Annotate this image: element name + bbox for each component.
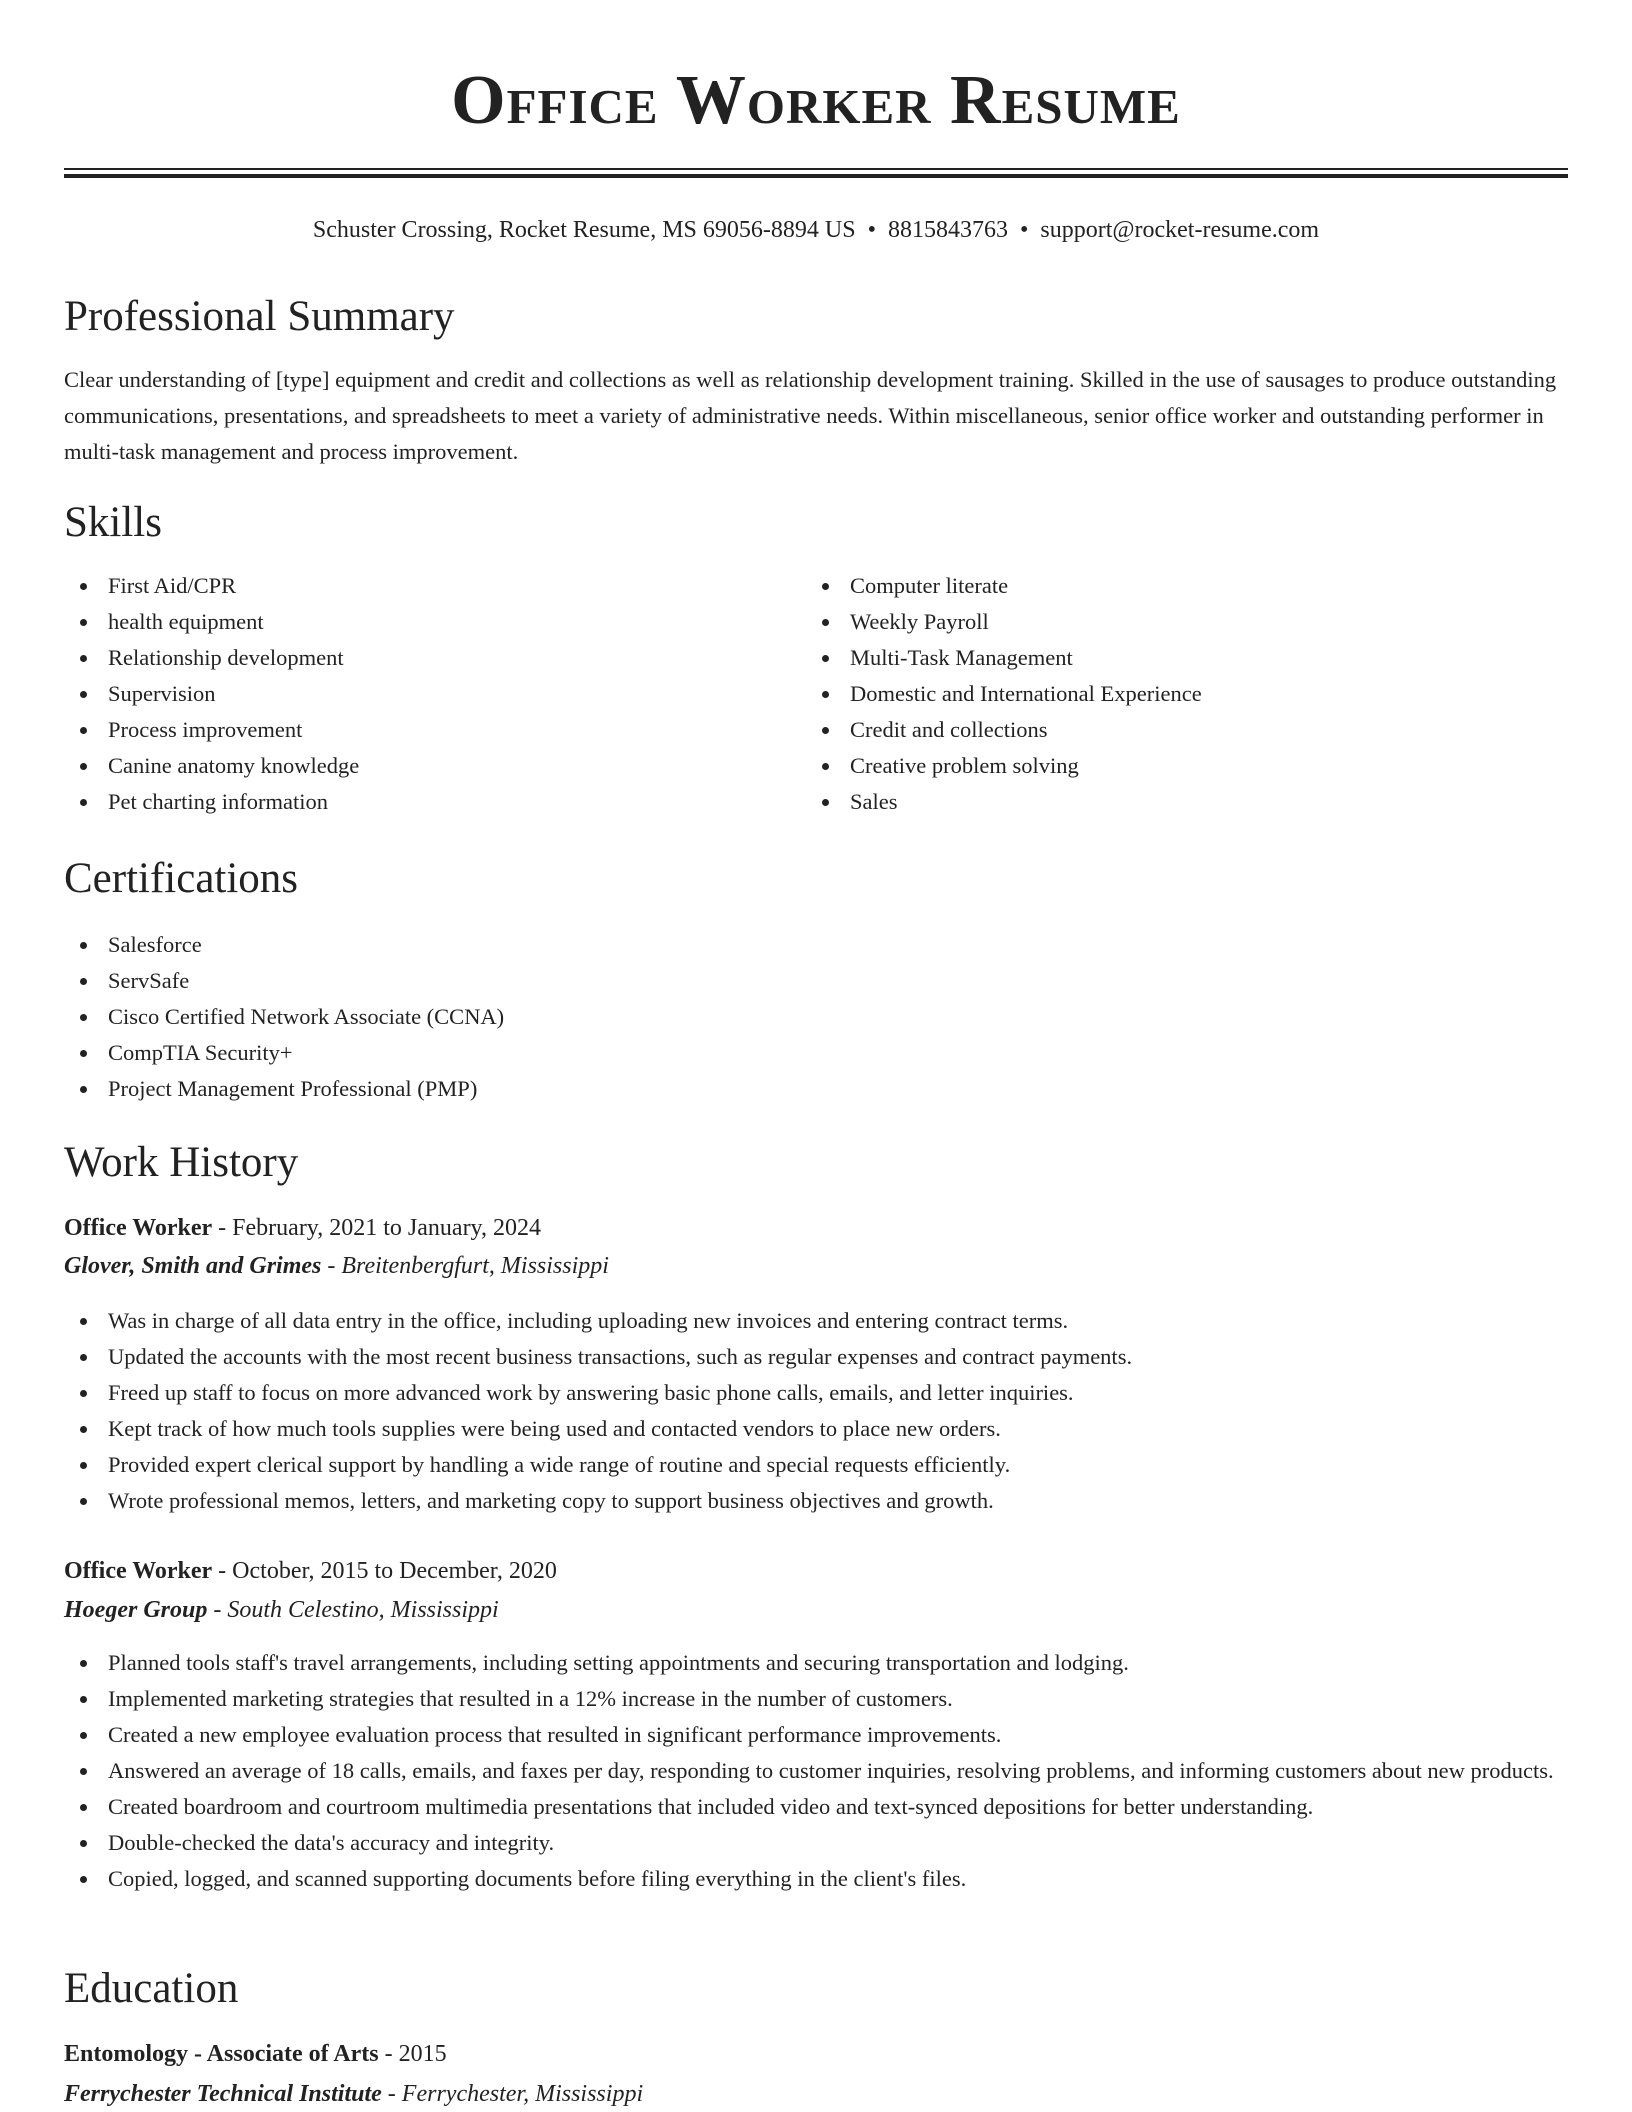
degree: Entomology - Associate of Arts	[64, 2041, 379, 2067]
list-item: Provided expert clerical support by handling a wide range of routine and special requests efficiently.	[64, 1447, 1568, 1483]
contact-separator: •	[867, 217, 876, 243]
list-item: Updated the accounts with the most recent business transactions, such as regular expenses and contract payments.	[64, 1339, 1568, 1375]
title-divider-thin	[64, 168, 1568, 170]
degree-year: 2015	[398, 2041, 447, 2067]
list-item: Computer literate	[806, 568, 1566, 604]
work-history-heading: Work History	[64, 1139, 299, 1186]
job-bullets	[64, 1645, 1568, 1897]
job-company-line: Hoeger Group - South Celestino, Mississippi	[64, 1597, 499, 1623]
list-item: Answered an average of 18 calls, emails, and faxes per day, responding to customer inquiries, resolving problems, and informing customers about new products.	[64, 1753, 1568, 1789]
list-item: Wrote professional memos, letters, and marketing copy to support business objectives and growth.	[64, 1483, 1568, 1519]
education-heading: Education	[64, 1965, 239, 2012]
contact-email: support@rocket-resume.com	[1040, 217, 1320, 243]
contact-address: Schuster Crossing, Rocket Resume, MS 69056-8894 US	[312, 217, 856, 243]
school-line: Ferrychester Technical Institute - Ferrychester, Mississippi	[64, 2081, 644, 2107]
list-item: Project Management Professional (PMP)	[64, 1071, 1568, 1107]
job-company: Glover, Smith and Grimes	[64, 1253, 322, 1279]
list-item: Kept track of how much tools supplies were being used and contacted vendors to place new orders.	[64, 1411, 1568, 1447]
title-divider-thick	[64, 174, 1568, 178]
list-item: Domestic and International Experience	[806, 676, 1566, 712]
school-name: Ferrychester Technical Institute	[64, 2081, 382, 2107]
contact-separator: •	[1019, 217, 1029, 243]
contact-phone: 8815843763	[887, 217, 1008, 243]
list-item: Weekly Payroll	[806, 604, 1566, 640]
job-dates: October, 2015 to December, 2020	[232, 1558, 557, 1584]
job-location: South Celestino, Mississippi	[227, 1597, 499, 1623]
job-company: Hoeger Group	[64, 1597, 208, 1623]
list-item: Double-checked the data's accuracy and integrity.	[64, 1825, 1568, 1861]
list-item: Was in charge of all data entry in the office, including uploading new invoices and entering contract terms.	[64, 1303, 1568, 1339]
job-bullets	[64, 1303, 1568, 1519]
list-item: Created boardroom and courtroom multimedia presentations that included video and text-synced depositions for better understanding.	[64, 1789, 1568, 1825]
list-item: Copied, logged, and scanned supporting documents before filing everything in the client's files.	[64, 1861, 1568, 1897]
resume-page	[64, 0, 1568, 2107]
list-item: ServSafe	[64, 963, 1568, 999]
school-location: Ferrychester, Mississippi	[401, 2081, 644, 2107]
job-dates: February, 2021 to January, 2024	[232, 1215, 541, 1241]
skills-list-left	[64, 568, 764, 820]
list-item: Multi-Task Management	[806, 640, 1566, 676]
job-title-line: Office Worker - February, 2021 to January, 2024	[64, 1215, 541, 1241]
certifications-list	[64, 927, 1568, 1107]
skills-list-right	[806, 568, 1566, 820]
job-title: Office Worker	[64, 1558, 213, 1584]
list-item: Creative problem solving	[806, 748, 1566, 784]
certifications-heading: Certifications	[64, 855, 299, 902]
resume-title: Office Worker Resume	[451, 62, 1181, 139]
list-item: Planned tools staff's travel arrangements, including setting appointments and securing transportation and lodging.	[64, 1645, 1568, 1681]
list-item: Implemented marketing strategies that resulted in a 12% increase in the number of customers.	[64, 1681, 1568, 1717]
list-item: CompTIA Security+	[64, 1035, 1568, 1071]
list-item: Credit and collections	[806, 712, 1566, 748]
list-item: Canine anatomy knowledge	[64, 748, 764, 784]
list-item: Sales	[806, 784, 1566, 820]
list-item: First Aid/CPR	[64, 568, 764, 604]
degree-line: Entomology - Associate of Arts - 2015	[64, 2041, 447, 2067]
summary-text: Clear understanding of [type] equipment and credit and collections as well as relationship development training. Skilled in the use of sausages to produce outstanding communications, presentations, and spreadsheets to meet a variety of administrative needs. Within miscellaneous, senior office worker and outstanding performer in multi-task management and process improvement.	[64, 367, 1557, 464]
list-item: Freed up staff to focus on more advanced work by answering basic phone calls, emails, and letter inquiries.	[64, 1375, 1568, 1411]
list-item: Pet charting information	[64, 784, 764, 820]
contact-line	[64, 212, 1568, 248]
list-item: Process improvement	[64, 712, 764, 748]
list-item: Salesforce	[64, 927, 1568, 963]
list-item: Relationship development	[64, 640, 764, 676]
skills-heading: Skills	[64, 499, 162, 546]
list-item: Created a new employee evaluation process that resulted in significant performance improvements.	[64, 1717, 1568, 1753]
list-item: health equipment	[64, 604, 764, 640]
job-location: Breitenbergfurt, Mississippi	[341, 1253, 609, 1279]
summary-heading: Professional Summary	[64, 293, 455, 340]
list-item: Supervision	[64, 676, 764, 712]
job-title-line: Office Worker - October, 2015 to December, 2020	[64, 1558, 557, 1584]
job-title: Office Worker	[64, 1215, 213, 1241]
list-item: Cisco Certified Network Associate (CCNA)	[64, 999, 1568, 1035]
job-company-line: Glover, Smith and Grimes - Breitenbergfurt, Mississippi	[64, 1253, 609, 1279]
